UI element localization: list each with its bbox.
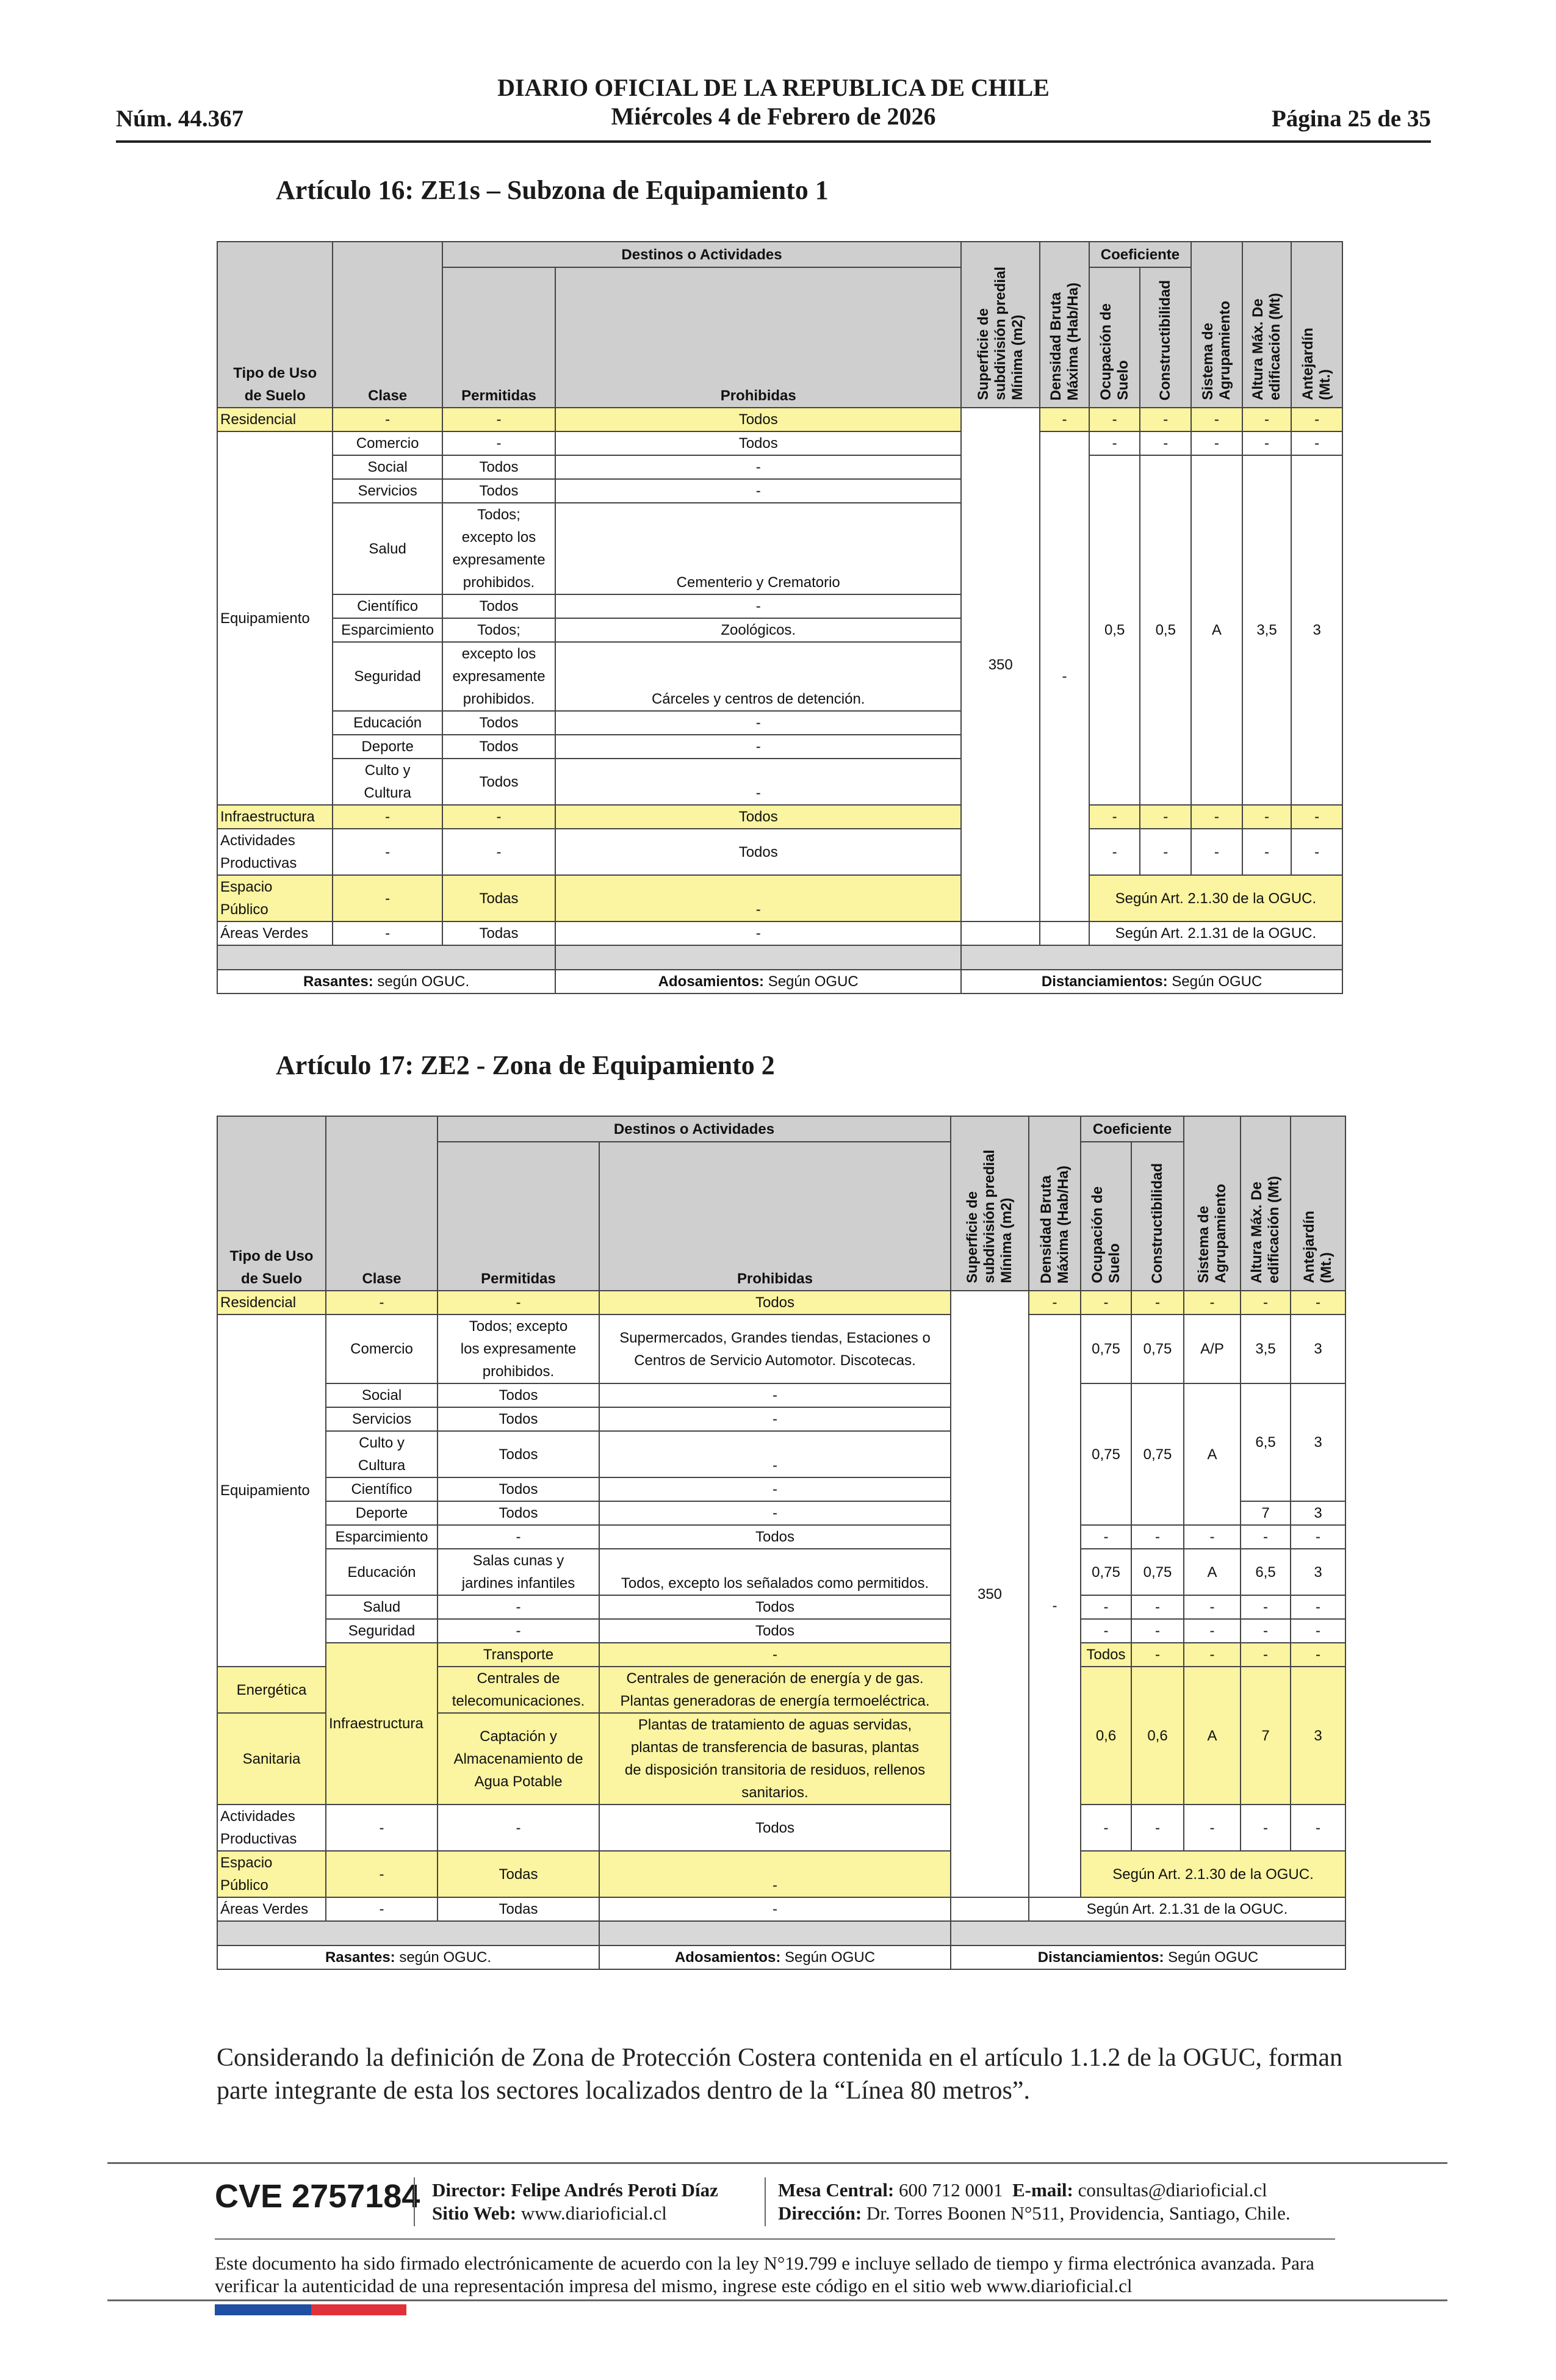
- table-row: Culto y Cultura Todos -: [217, 1431, 1345, 1477]
- table-row: Sanitaria Captación y Almacenamiento de Agua Potable Plantas de tratamiento de aguas servidas, plantas de transferencia de basuras, plantas de disposición transitoria de residuos, rellenos sanitarios.: [217, 1713, 1345, 1805]
- table-row: Esparcimiento - Todos - - - - -: [217, 1525, 1345, 1549]
- footer-rule-mid: [215, 2238, 1335, 2240]
- table-row: Residencial - - Todos 350 - - - - - -: [217, 408, 1342, 431]
- table-row: Infraestructura Transporte - Todos - - - -: [217, 1643, 1345, 1667]
- newspaper-name: DIARIO OFICIAL DE LA REPUBLICA DE CHILE: [497, 74, 1050, 101]
- sup-value: 350: [961, 408, 1040, 921]
- table-article-16: [217, 241, 1343, 994]
- table-row: Energética Centrales de telecomunicaciones. Centrales de generación de energía y de gas. Plantas generadoras de energía termoeléctrica. 0,6 0,6 A 7 3: [217, 1667, 1345, 1713]
- th-tipo: Tipo de Uso de Suelo: [217, 242, 333, 408]
- table-article-17: [217, 1116, 1346, 1970]
- footer-separator: [765, 2177, 766, 2226]
- table-row: Esparcimiento Todos; Zoológicos.: [217, 618, 1342, 642]
- th-destinos: Destinos o Actividades: [438, 1116, 951, 1142]
- table-row: Servicios Todos -: [217, 1407, 1345, 1431]
- th-destinos: Destinos o Actividades: [442, 242, 961, 267]
- th-altura: Altura Máx. De edificación (Mt): [1242, 242, 1292, 408]
- footer-rule-bottom: [107, 2299, 1447, 2301]
- table-row: Deporte Todos -: [217, 735, 1342, 759]
- th-coeficiente: Coeficiente: [1081, 1116, 1184, 1142]
- footer-director-block: Director: Felipe Andrés Peroti Díaz Sitio Web: www.diarioficial.cl: [432, 2179, 718, 2224]
- th-ocupacion: Ocupación de Suelo: [1089, 267, 1140, 408]
- th-constructibilidad: Constructibilidad: [1140, 267, 1191, 408]
- footer-note: Este documento ha sido firmado electrónicamente de acuerdo con la ley N°19.799 e incluye sellado de tiempo y firma electrónica avanzada. Para verificar la autenticidad de una representación impresa del mismo, ingrese este código en el sitio web www.diarioficial.cl: [215, 2252, 1314, 2296]
- table-row: Científico Todos -: [217, 594, 1342, 618]
- th-densidad: Densidad Bruta Máxima (Hab/Ha): [1029, 1116, 1081, 1291]
- th-sistema: Sistema de Agrupamiento: [1191, 242, 1242, 408]
- footer-contact-block: Mesa Central: 600 712 0001 E-mail: consultas@diarioficial.cl Dirección: Dr. Torres Boonen N°511, Providencia, Santiago, Chile.: [778, 2179, 1291, 2224]
- table-row: Educación Todos -: [217, 711, 1342, 735]
- header-rule: [116, 140, 1431, 143]
- table-row: Seguridad excepto los expresamente prohibidos. Cárceles y centros de detención.: [217, 642, 1342, 711]
- th-densidad: Densidad Bruta Máxima (Hab/Ha): [1040, 242, 1089, 408]
- footer-separator: [414, 2177, 415, 2226]
- th-ocupacion: Ocupación de Suelo: [1081, 1142, 1131, 1291]
- page-header: [116, 73, 1431, 145]
- issue-date: Miércoles 4 de Febrero de 2026: [611, 103, 936, 130]
- th-constructibilidad: Constructibilidad: [1131, 1142, 1184, 1291]
- table-row: Científico Todos -: [217, 1477, 1345, 1501]
- table-row: Áreas Verdes - Todas - Según Art. 2.1.31 de la OGUC.: [217, 1897, 1345, 1921]
- th-superficie: Superficie de subdivisión predial Mínima (m2): [951, 1116, 1029, 1291]
- issue-number: Núm. 44.367: [116, 106, 244, 132]
- table-row: Equipamiento Comercio - Todos - - - - - -: [217, 431, 1342, 455]
- th-coeficiente: Coeficiente: [1089, 242, 1191, 267]
- table-row: Áreas Verdes - Todas - Según Art. 2.1.31 de la OGUC.: [217, 921, 1342, 945]
- table-row: Salud Todos; excepto los expresamente prohibidos. Cementerio y Crematorio: [217, 503, 1342, 594]
- table-row: Actividades Productivas - - Todos - - - - -: [217, 829, 1342, 875]
- th-sistema: Sistema de Agrupamiento: [1184, 1116, 1241, 1291]
- th-altura: Altura Máx. De edificación (Mt): [1241, 1116, 1291, 1291]
- th-clase: Clase: [333, 242, 442, 408]
- table-row: Equipamiento Comercio Todos; excepto los expresamente prohibidos. Supermercados, Grandes tiendas, Estaciones o Centros de Servicio Automotor. Discotecas. - 0,75 0,75 A/P 3,5 3: [217, 1314, 1345, 1383]
- flag-bar-blue: [215, 2304, 311, 2315]
- table-row: [217, 1921, 1345, 1945]
- table-row: Espacio Público - Todas - Según Art. 2.1.30 de la OGUC.: [217, 1851, 1345, 1897]
- article-16-title: Artículo 16: ZE1s – Subzona de Equipamiento 1: [276, 175, 829, 205]
- footer-rule-top: [107, 2162, 1447, 2164]
- table-row: Deporte Todos - 7 3: [217, 1501, 1345, 1525]
- table-row: [217, 945, 1342, 970]
- table-row: Infraestructura - - Todos - - - - -: [217, 805, 1342, 829]
- sup-value: 350: [951, 1291, 1029, 1897]
- th-permitidas: Permitidas: [438, 1142, 599, 1291]
- table-row: Servicios Todos -: [217, 479, 1342, 503]
- table-footer: Rasantes: según OGUC. Adosamientos: Según OGUC Distanciamientos: Según OGUC: [217, 1945, 1345, 1969]
- table-row: Residencial - - Todos 350 - - - - - -: [217, 1291, 1345, 1314]
- table-footer: Rasantes: según OGUC. Adosamientos: Según OGUC Distanciamientos: Según OGUC: [217, 970, 1342, 993]
- cve-code: CVE 2757184: [215, 2178, 420, 2215]
- body-paragraph: Considerando la definición de Zona de Protección Costera contenida en el artículo 1.1.2 de la OGUC, forman parte integrante de esta los sectores localizados dentro de la “Línea 80 metros”.: [217, 2044, 1342, 2105]
- table-row: Actividades Productivas - - Todos - - - - -: [217, 1805, 1345, 1851]
- table-row: Culto y Cultura Todos -: [217, 759, 1342, 805]
- article-17-title: Artículo 17: ZE2 - Zona de Equipamiento 2: [276, 1050, 775, 1080]
- th-permitidas: Permitidas: [442, 267, 555, 408]
- th-prohibidas: Prohibidas: [599, 1142, 951, 1291]
- th-prohibidas: Prohibidas: [555, 267, 961, 408]
- th-tipo: Tipo de Uso de Suelo: [217, 1116, 326, 1291]
- page-number: Página 25 de 35: [1271, 106, 1431, 132]
- table-row: Seguridad - Todos - - - - -: [217, 1619, 1345, 1643]
- table-row: Espacio Público - Todas - Según Art. 2.1.30 de la OGUC.: [217, 875, 1342, 921]
- table-row: Salud - Todos - - - - -: [217, 1595, 1345, 1619]
- th-clase: Clase: [326, 1116, 438, 1291]
- table-row: Educación Salas cunas y jardines infantiles Todos, excepto los señalados como permitidos. 0,75 0,75 A 6,5 3: [217, 1549, 1345, 1595]
- table-row: Social Todos - 0,75 0,75 A 6,5 3: [217, 1383, 1345, 1407]
- newspaper-title: [116, 73, 1431, 131]
- th-antejardin: Antejardín (Mt.): [1291, 1116, 1345, 1291]
- table-row: Social Todos - 0,5 0,5 A 3,5 3: [217, 455, 1342, 479]
- th-superficie: Superficie de subdivisión predial Mínima (m2): [961, 242, 1040, 408]
- th-antejardin: Antejardín (Mt.): [1291, 242, 1342, 408]
- flag-bar-red: [311, 2304, 406, 2315]
